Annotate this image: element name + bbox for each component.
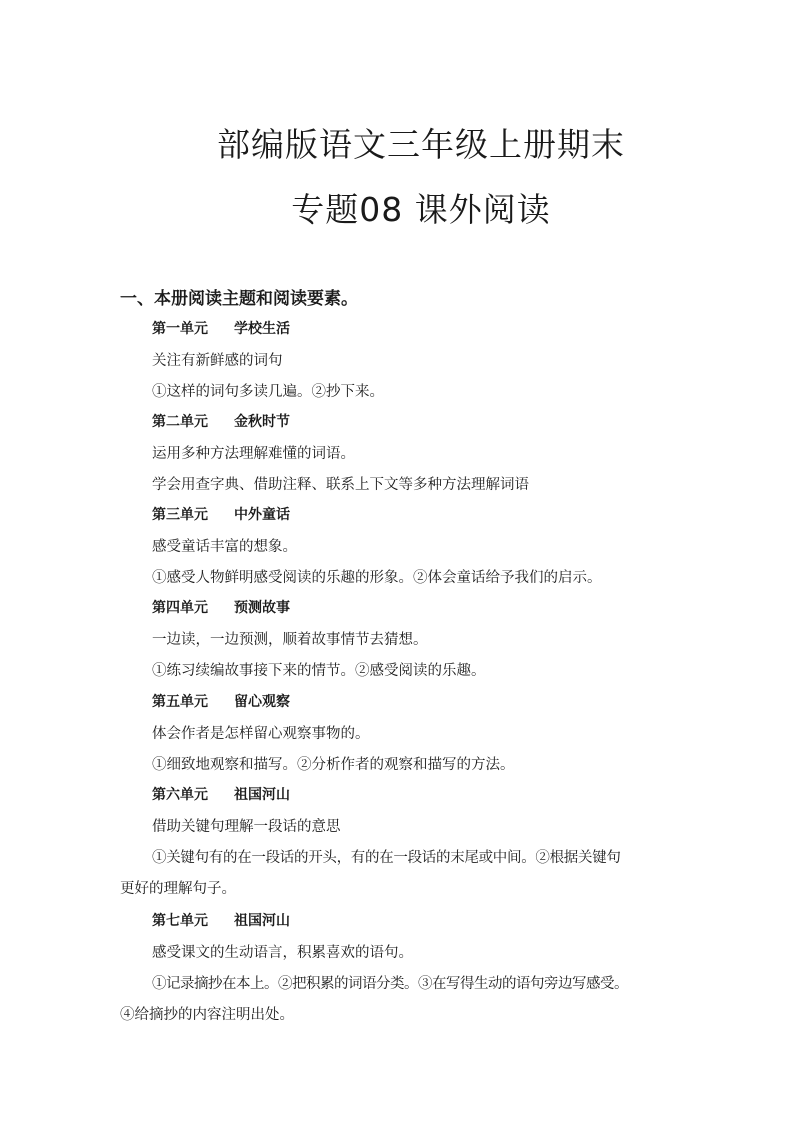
document-subtitle: 专题08 课外阅读: [291, 190, 551, 229]
unit-2-line-2: 学会用查字典、借助注释、联系上下文等多种方法理解词语: [152, 477, 529, 493]
unit-1-line-2: ①这样的词句多读几遍。②抄下来。: [152, 384, 384, 400]
unit-theme: 祖国河山: [234, 913, 290, 929]
unit-theme: 中外童话: [234, 507, 290, 523]
unit-5-line-1: 体会作者是怎样留心观察事物的。: [152, 726, 370, 742]
unit-name: 第四单元: [152, 600, 208, 616]
unit-1-line-1: 关注有新鲜感的词句: [152, 353, 283, 369]
unit-7-line-1: 感受课文的生动语言，积累喜欢的语句。: [152, 945, 413, 961]
unit-name: 第七单元: [152, 913, 208, 929]
unit-heading-5: [152, 691, 290, 711]
unit-name: 第一单元: [152, 321, 208, 337]
document-title: 部编版语文三年级上册期末: [217, 125, 625, 164]
unit-name: 第六单元: [152, 787, 208, 803]
unit-4-line-2: ①练习续编故事接下来的情节。②感受阅读的乐趣。: [152, 663, 486, 679]
unit-theme: 学校生活: [234, 321, 290, 337]
unit-theme: 金秋时节: [234, 414, 290, 430]
unit-name: 第三单元: [152, 507, 208, 523]
unit-7-line-3: ④给摘抄的内容注明出处。: [120, 1007, 294, 1023]
unit-6-line-1: 借助关键句理解一段话的意思: [152, 819, 341, 835]
unit-5-line-2: ①细致地观察和描写。②分析作者的观察和描写的方法。: [152, 757, 515, 773]
unit-name: 第二单元: [152, 414, 208, 430]
unit-heading-1: [152, 318, 290, 338]
unit-3-line-1: 感受童话丰富的想象。: [152, 539, 297, 555]
unit-6-line-3: 更好的理解句子。: [120, 881, 236, 897]
unit-6-line-2: ①关键句有的在一段话的开头，有的在一段话的末尾或中间。②根据关键句: [152, 850, 621, 866]
unit-heading-2: [152, 411, 290, 431]
unit-heading-4: [152, 597, 290, 617]
unit-heading-6: [152, 784, 290, 804]
unit-theme: 预测故事: [234, 600, 290, 616]
unit-4-line-1: 一边读，一边预测，顺着故事情节去猜想。: [152, 632, 428, 648]
unit-2-line-1: 运用多种方法理解难懂的词语。: [152, 446, 355, 462]
unit-theme: 留心观察: [234, 694, 290, 710]
unit-theme: 祖国河山: [234, 787, 290, 803]
unit-heading-7: [152, 910, 290, 930]
unit-7-line-2: ①记录摘抄在本上。②把积累的词语分类。③在写得生动的语句旁边写感受。: [152, 976, 628, 992]
unit-heading-3: [152, 504, 290, 524]
section-heading: 一、本册阅读主题和阅读要素。: [120, 289, 358, 309]
unit-name: 第五单元: [152, 694, 208, 710]
unit-3-line-2: ①感受人物鲜明感受阅读的乐趣的形象。②体会童话给予我们的启示。: [152, 570, 602, 586]
